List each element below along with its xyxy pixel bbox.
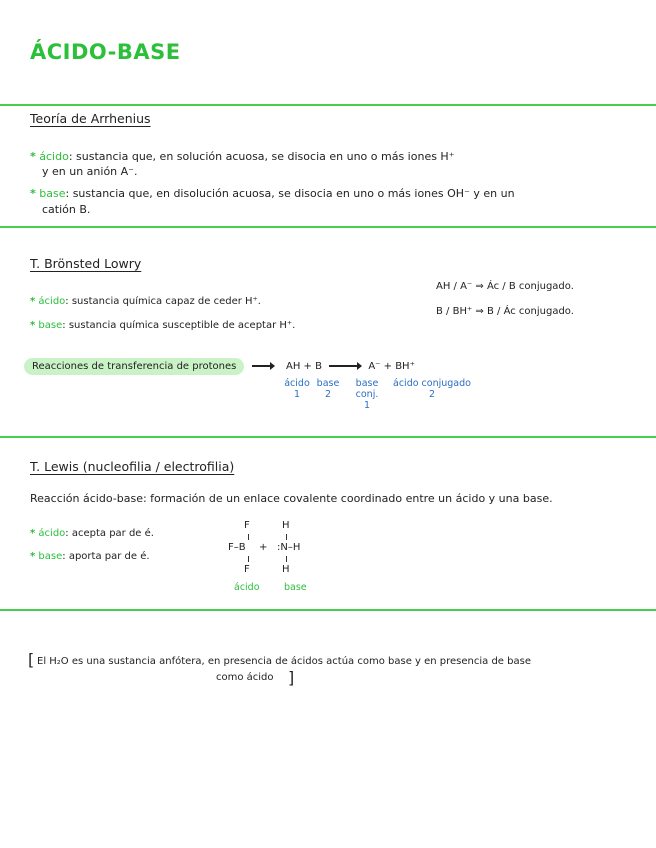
annotation-acid [283,378,311,400]
bond-line [248,556,249,562]
base-caption: base [284,582,307,593]
nh3-top-atom: H [282,520,290,531]
arrow-icon [329,365,361,367]
base-bullet: * [30,551,36,562]
acid-caption: ácido [234,582,260,593]
note-line-1: El H₂O es una sustancia anfótera, en presencia de ácidos actúa como base y en presencia de base [37,656,531,667]
lewis-reaction-definition: Reacción ácido-base: formación de un enlace covalente coordinado entre un ácido y una base. [30,492,553,505]
reaction-products: A⁻ + BH⁺ [368,361,415,372]
acid-label: ácido [39,150,69,163]
proton-transfer-reaction [24,361,278,372]
bond-line [286,556,287,562]
annotation-label: conj. [355,389,379,400]
base-label: base [38,551,63,562]
lewis-base-line [30,551,150,562]
annotation-conjugate-base [353,378,381,411]
annotation-label: base [355,378,379,389]
annotation-number: 2 [428,389,436,400]
annotation-label: ácido conjugado [393,378,471,389]
annotation-label: base [316,378,340,389]
annotation-label: ácido [284,378,310,389]
note-open-bracket: [ [28,650,35,669]
arrow-icon [252,365,274,367]
acid-definition: : sustancia química capaz de ceder H⁺. [65,296,261,307]
acid-definition: : acepta par de é. [65,528,154,539]
annotation-number: 2 [324,389,332,400]
bronsted-acid-line [30,296,261,307]
base-definition: : aporta par de é. [62,551,150,562]
annotation-conjugate-acid [390,378,474,400]
bronsted-base-line [30,320,295,331]
arrhenius-acid-line [30,150,455,163]
nh3-center: :N–H [277,542,301,553]
acid-definition: : sustancia que, en solución acuosa, se disocia en uno o más iones H⁺ [68,150,455,163]
base-definition: : sustancia química susceptible de aceptar H⁺. [62,320,296,331]
base-bullet: * [30,320,36,331]
acid-bullet: * [30,150,36,163]
arrhenius-base-line [30,187,515,200]
acid-bullet: * [30,296,36,307]
bf3-bottom-atom: F [244,564,250,575]
note-close-bracket: ] [288,668,295,687]
plus-sign: + [259,542,268,553]
bf3-center: F–B [228,542,246,553]
arrhenius-acid-line-2: y en un anión A⁻. [42,165,138,178]
arrhenius-base-line-2: catión B. [42,203,91,216]
reaction-equation [286,361,415,372]
base-definition: : sustancia que, en disolución acuosa, se disocia en uno o más iones OH⁻ y en un [65,187,515,200]
bronsted-heading: T. Brönsted Lowry [30,256,142,271]
arrhenius-heading: Teoría de Arrhenius [30,111,151,126]
note-line-2: como ácido [216,672,274,683]
acid-label: ácido [38,296,66,307]
reaction-label: Reacciones de transferencia de protones [24,358,244,375]
bond-line [248,534,249,540]
acid-label: ácido [38,528,66,539]
lewis-acid-line [30,528,154,539]
annotation-base [316,378,340,400]
reaction-reactants: AH + B [286,361,322,372]
base-label: base [38,320,63,331]
page-title: ÁCIDO-BASE [30,40,181,64]
conjugate-pair-1: AH / A⁻ ⇒ Ác / B conjugado. [436,281,574,292]
nh3-bottom-atom: H [282,564,290,575]
annotation-number: 1 [293,389,301,400]
section-divider [0,436,656,438]
lewis-heading: T. Lewis (nucleofilia / electrofilia) [30,459,235,474]
bf3-top-atom: F [244,520,250,531]
section-divider [0,104,656,106]
conjugate-pair-2: B / BH⁺ ⇒ B / Ác conjugado. [436,306,574,317]
base-bullet: * [30,187,36,200]
annotation-number: 1 [363,400,371,411]
bond-line [286,534,287,540]
base-label: base [39,187,66,200]
acid-bullet: * [30,528,36,539]
section-divider [0,609,656,611]
section-divider [0,226,656,228]
